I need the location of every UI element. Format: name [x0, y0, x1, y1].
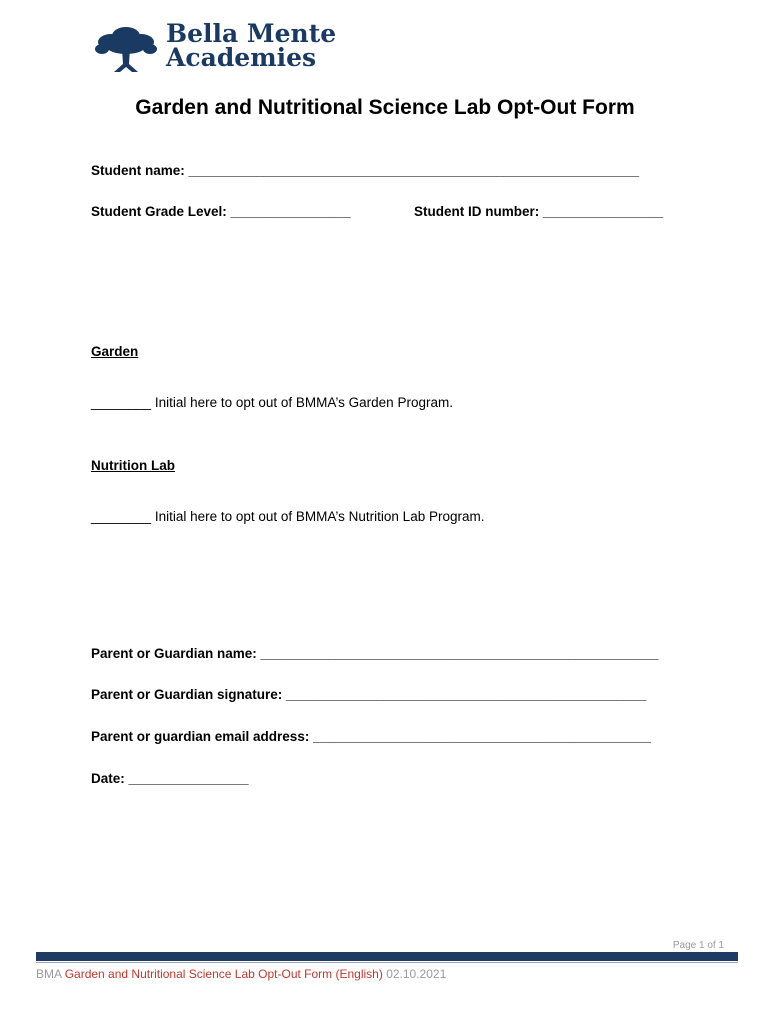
footer-prefix: BMA: [36, 967, 62, 981]
logo-line-1: Bella Mente: [166, 19, 337, 48]
footer-text: [36, 967, 446, 981]
nutrition-optout-line[interactable]: ________ Initial here to opt out of BMMA’s Nutrition Lab Program.: [91, 509, 485, 524]
footer-doc-title: Garden and Nutritional Science Lab Opt-Out Form (English): [64, 967, 383, 981]
student-grade-field[interactable]: Student Grade Level: ________________: [91, 204, 351, 219]
page-number: Page 1 of 1: [672, 940, 724, 951]
garden-optout-line[interactable]: ________ Initial here to opt out of BMMA’s Garden Program.: [91, 395, 453, 410]
logo-wordmark: [166, 19, 337, 72]
guardian-email-field[interactable]: Parent or guardian email address: _____________________________________________: [91, 729, 651, 744]
student-id-field[interactable]: Student ID number: ________________: [414, 204, 664, 219]
tree-icon: [94, 22, 158, 74]
logo-line-2: Academies: [166, 43, 317, 72]
nutrition-heading: Nutrition Lab: [91, 458, 175, 473]
form-title: Garden and Nutritional Science Lab Opt-Out Form: [135, 96, 635, 119]
student-name-field[interactable]: Student name: ____________________________________________________________: [91, 163, 639, 178]
footer-divider: [36, 962, 738, 963]
garden-heading: Garden: [91, 344, 139, 359]
guardian-signature-field[interactable]: Parent or Guardian signature: ________________________________________________: [91, 687, 647, 702]
footer-date: 02.10.2021: [386, 967, 447, 981]
footer-bar: [36, 952, 738, 961]
date-field[interactable]: Date: ________________: [91, 771, 249, 786]
guardian-name-field[interactable]: Parent or Guardian name: _____________________________________________________: [91, 646, 659, 661]
logo: [94, 19, 354, 78]
